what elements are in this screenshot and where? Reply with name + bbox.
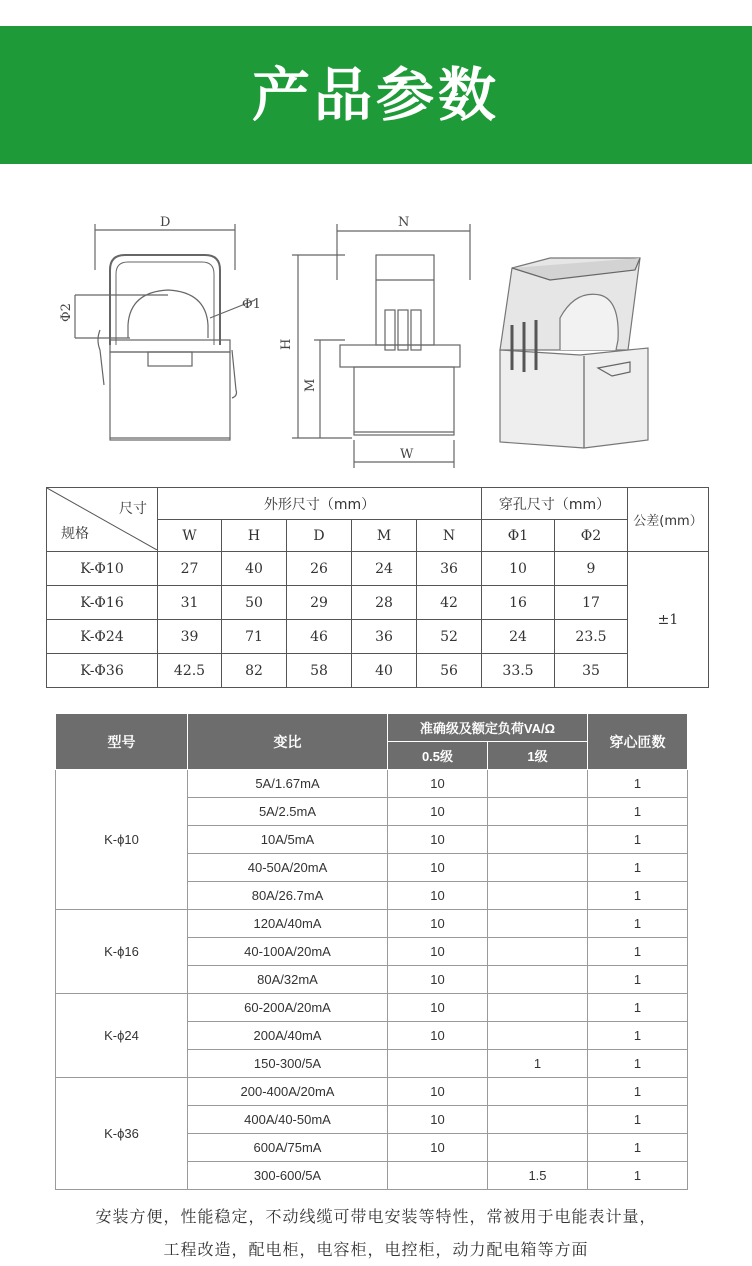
spec-ratio-cell: 80A/26.7mA <box>188 882 388 910</box>
dim-value-cell: 24 <box>352 552 417 586</box>
spec-header-model: 型号 <box>56 714 188 770</box>
spec-c1-cell <box>488 1134 588 1162</box>
spec-model-cell: K-ϕ24 <box>56 994 188 1078</box>
tolerance-value: ±1 <box>628 552 709 688</box>
spec-ratio-cell: 5A/1.67mA <box>188 770 388 798</box>
dim-value-cell: 58 <box>287 654 352 688</box>
spec-header-turns: 穿心匝数 <box>588 714 688 770</box>
group-header-outer: 外形尺寸（mm） <box>158 488 482 520</box>
spec-c1-cell <box>488 938 588 966</box>
dim-value-cell: 23.5 <box>555 620 628 654</box>
perspective-drawing <box>500 258 648 448</box>
dim-value-cell: 29 <box>287 586 352 620</box>
dim-model-cell: K-Φ36 <box>47 654 158 688</box>
spec-c05-cell <box>388 1050 488 1078</box>
dim-label-h: H <box>279 338 294 350</box>
dimension-table-body <box>47 552 709 688</box>
dim-label-phi1: Φ1 <box>242 297 261 312</box>
product-drawings <box>0 200 752 480</box>
spec-turns-cell: 1 <box>588 1134 688 1162</box>
spec-c05-cell: 10 <box>388 1078 488 1106</box>
spec-turns-cell: 1 <box>588 882 688 910</box>
spec-turns-cell: 1 <box>588 994 688 1022</box>
spec-ratio-cell: 40-50A/20mA <box>188 854 388 882</box>
dim-value-cell: 24 <box>482 620 555 654</box>
dim-value-cell: 50 <box>222 586 287 620</box>
corner-cell <box>47 488 158 552</box>
spec-c05-cell: 10 <box>388 770 488 798</box>
spec-ratio-cell: 200A/40mA <box>188 1022 388 1050</box>
spec-c05-cell: 10 <box>388 938 488 966</box>
spec-c05-cell: 10 <box>388 966 488 994</box>
dim-value-cell: 10 <box>482 552 555 586</box>
spec-table-row <box>56 994 688 1022</box>
title-banner <box>0 26 752 164</box>
spec-c1-cell <box>488 770 588 798</box>
spec-header-class-05: 0.5级 <box>388 742 488 770</box>
spec-c05-cell: 10 <box>388 882 488 910</box>
spec-table-row <box>56 910 688 938</box>
spec-turns-cell: 1 <box>588 1022 688 1050</box>
dim-value-cell: 42 <box>417 586 482 620</box>
dim-column-header: Φ2 <box>555 520 628 552</box>
dim-value-cell: 39 <box>158 620 222 654</box>
dim-value-cell: 27 <box>158 552 222 586</box>
dim-label-m: M <box>303 378 318 392</box>
spec-c1-cell: 1.5 <box>488 1162 588 1190</box>
spec-ratio-cell: 120A/40mA <box>188 910 388 938</box>
dim-value-cell: 36 <box>352 620 417 654</box>
dim-model-cell: K-Φ16 <box>47 586 158 620</box>
spec-c1-cell <box>488 882 588 910</box>
spec-turns-cell: 1 <box>588 1078 688 1106</box>
spec-c1-cell <box>488 798 588 826</box>
dim-column-header: M <box>352 520 417 552</box>
spec-c1-cell <box>488 994 588 1022</box>
front-view-drawing <box>75 224 255 440</box>
tolerance-header: 公差(mm） <box>628 488 709 552</box>
spec-c1-cell <box>488 1078 588 1106</box>
spec-model-cell: K-ϕ36 <box>56 1078 188 1190</box>
spec-turns-cell: 1 <box>588 798 688 826</box>
spec-c05-cell: 10 <box>388 994 488 1022</box>
spec-header-ratio: 变比 <box>188 714 388 770</box>
spec-turns-cell: 1 <box>588 1050 688 1078</box>
dim-value-cell: 28 <box>352 586 417 620</box>
group-header-hole: 穿孔尺寸（mm） <box>482 488 628 520</box>
spec-c05-cell <box>388 1162 488 1190</box>
spec-model-cell: K-ϕ16 <box>56 910 188 994</box>
dim-column-header: Φ1 <box>482 520 555 552</box>
dim-value-cell: 40 <box>222 552 287 586</box>
spec-ratio-cell: 10A/5mA <box>188 826 388 854</box>
spec-table-row <box>56 770 688 798</box>
dim-value-cell: 33.5 <box>482 654 555 688</box>
spec-c05-cell: 10 <box>388 1134 488 1162</box>
dimension-table <box>46 487 709 688</box>
spec-c1-cell <box>488 1106 588 1134</box>
spec-ratio-cell: 400A/40-50mA <box>188 1106 388 1134</box>
dim-column-header: N <box>417 520 482 552</box>
dim-value-cell: 9 <box>555 552 628 586</box>
side-view-drawing <box>292 224 470 468</box>
spec-c05-cell: 10 <box>388 854 488 882</box>
footer-line-2: 工程改造，配电柜，电容柜，电控柜，动力配电箱等方面 <box>163 1240 589 1259</box>
dim-label-phi2: Φ2 <box>59 303 74 322</box>
spec-c05-cell: 10 <box>388 1022 488 1050</box>
spec-table-wrapper <box>55 713 688 1190</box>
corner-label-size: 尺寸 <box>119 501 147 517</box>
spec-turns-cell: 1 <box>588 966 688 994</box>
spec-turns-cell: 1 <box>588 1106 688 1134</box>
spec-ratio-cell: 5A/2.5mA <box>188 798 388 826</box>
spec-c1-cell: 1 <box>488 1050 588 1078</box>
spec-c05-cell: 10 <box>388 826 488 854</box>
dim-value-cell: 42.5 <box>158 654 222 688</box>
spec-c1-cell <box>488 854 588 882</box>
dim-value-cell: 56 <box>417 654 482 688</box>
dim-label-d: D <box>160 215 171 230</box>
dim-column-header: H <box>222 520 287 552</box>
dim-value-cell: 26 <box>287 552 352 586</box>
spec-header-accuracy: 准确级及额定负荷VA/Ω <box>388 714 588 742</box>
spec-turns-cell: 1 <box>588 938 688 966</box>
spec-ratio-cell: 40-100A/20mA <box>188 938 388 966</box>
spec-c1-cell <box>488 966 588 994</box>
spec-ratio-cell: 80A/32mA <box>188 966 388 994</box>
dim-value-cell: 16 <box>482 586 555 620</box>
spec-table-row <box>56 1078 688 1106</box>
spec-ratio-cell: 150-300/5A <box>188 1050 388 1078</box>
spec-c1-cell <box>488 826 588 854</box>
spec-turns-cell: 1 <box>588 854 688 882</box>
spec-c1-cell <box>488 910 588 938</box>
spec-header-class-1: 1级 <box>488 742 588 770</box>
dim-label-n: N <box>398 215 410 230</box>
dim-value-cell: 17 <box>555 586 628 620</box>
spec-c1-cell <box>488 1022 588 1050</box>
spec-turns-cell: 1 <box>588 910 688 938</box>
spec-c05-cell: 10 <box>388 910 488 938</box>
dim-model-cell: K-Φ24 <box>47 620 158 654</box>
page-title: 产品参数 <box>251 61 500 129</box>
dim-value-cell: 40 <box>352 654 417 688</box>
dimension-table-wrapper <box>46 487 709 688</box>
dim-value-cell: 52 <box>417 620 482 654</box>
dim-table-row <box>47 654 709 688</box>
dim-value-cell: 31 <box>158 586 222 620</box>
dim-model-cell: K-Φ10 <box>47 552 158 586</box>
spec-c05-cell: 10 <box>388 1106 488 1134</box>
dim-column-header: D <box>287 520 352 552</box>
dim-value-cell: 46 <box>287 620 352 654</box>
spec-turns-cell: 1 <box>588 826 688 854</box>
spec-ratio-cell: 300-600/5A <box>188 1162 388 1190</box>
spec-c05-cell: 10 <box>388 798 488 826</box>
dim-value-cell: 82 <box>222 654 287 688</box>
spec-ratio-cell: 200-400A/20mA <box>188 1078 388 1106</box>
spec-turns-cell: 1 <box>588 770 688 798</box>
dim-value-cell: 35 <box>555 654 628 688</box>
spec-ratio-cell: 600A/75mA <box>188 1134 388 1162</box>
dim-table-row <box>47 586 709 620</box>
spec-table <box>55 713 688 1190</box>
spec-model-cell: K-ϕ10 <box>56 770 188 910</box>
dim-table-row <box>47 620 709 654</box>
dim-value-cell: 36 <box>417 552 482 586</box>
corner-label-model: 规格 <box>61 526 89 542</box>
spec-table-body <box>56 770 688 1190</box>
dim-table-row <box>47 552 709 586</box>
dim-label-w: W <box>400 447 414 462</box>
spec-ratio-cell: 60-200A/20mA <box>188 994 388 1022</box>
dim-column-header: W <box>158 520 222 552</box>
footer-line-1: 安装方便，性能稳定，不动线缆可带电安装等特性，常被用于电能表计量， <box>95 1207 657 1226</box>
spec-turns-cell: 1 <box>588 1162 688 1190</box>
dim-value-cell: 71 <box>222 620 287 654</box>
